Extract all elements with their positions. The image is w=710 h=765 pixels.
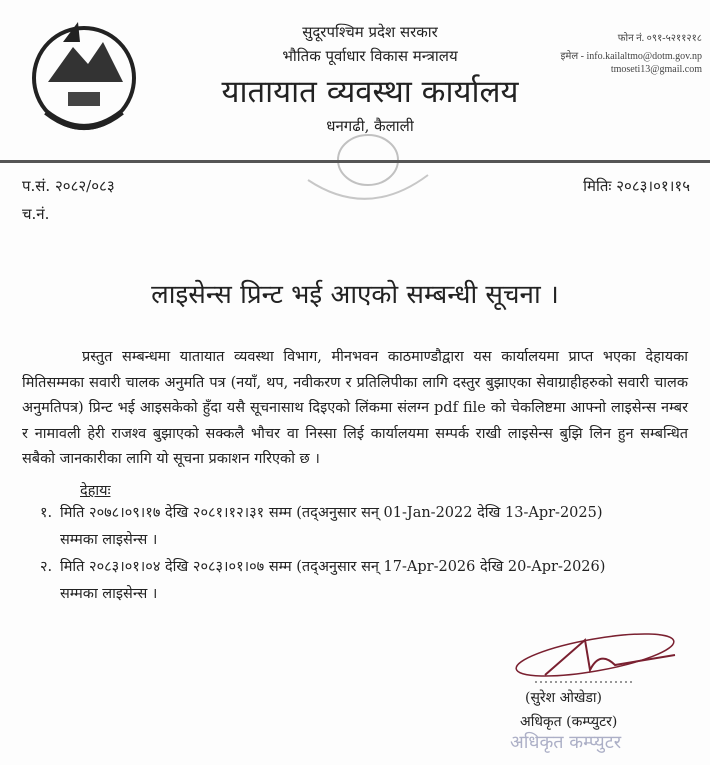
government-name: सुदूरपश्चिम प्रदेश सरकार [302,23,438,41]
signatory-name: (सुरेश ओखेडा) [525,690,602,706]
item-text: मिति २०८३।०१।०४ देखि २०८३।०१।०७ सम्म (तद्अनुसार सन् 17-Apr-2026 देखि 20-Apr-2026) [60,559,606,575]
list-heading: देहायः [80,483,111,499]
nepal-emblem-icon [28,12,140,152]
office-location: धनगढी, कैलाली [326,117,414,135]
item-continuation: सम्मका लाइसेन्स । [60,586,158,602]
item-number: १. [40,505,53,521]
ministry-name: भौतिक पूर्वाधार विकास मन्त्रालय [282,47,458,65]
item-continuation: सम्मका लाइसेन्स । [60,532,158,548]
phone-number: फोन नं. ०९१-५२११२१८ [617,33,702,44]
signature-icon [505,630,685,690]
email-row [560,48,702,62]
notice-body: प्रस्तुत सम्बन्धमा यातायात व्यवस्था विभाग, मीनभवन काठमाण्डौद्वारा यस कार्यालयमा प्राप्त भएका देहायका मितिसम्मका सवारी चालक अनुमति पत्र (नयाँ, थप, नवीकरण र प्रतिलिपीका लागि दस्तुर बुझाएका सेवाग्राहीहरुको सवारी चालक अनुमतिपत्र) प्रिन्ट भई आइसकेको हुँदा यसै सूचनासाथ दिइएको लिंकमा संलग्न pdf file को चेकलिष्टमा आफ्नो लाइसेन्स नम्बर र नामावली हेरी राजश्व बुझाएको सक्कलै भौचर वा निस्सा लिई कार्यालयमा सम्पर्क राखी लाइसेन्स बुझि लिन हुन सम्बन्धित सबैको जानकारीका लागि यो सूचना प्रकाशन गरिएको छ । [22,349,688,467]
position-stamp: अधिकृत कम्प्युटर [510,732,622,753]
signatory-position: अधिकृत (कम्प्युटर) [520,714,618,730]
email-label: इमेल - [560,51,584,62]
office-name: यातायात व्यवस्था कार्यालय [221,74,519,110]
list-item [40,554,700,608]
dispatch-number: च.नं. [22,205,50,223]
list-item [40,500,700,554]
email-1: info.kailaltmo@dotm.gov.np [586,51,702,62]
email-2: tmoseti13@gmail.com [610,64,702,75]
item-text: मिति २०७८।०९।१७ देखि २०८१।१२।३१ सम्म (तद्अनुसार सन् 01-Jan-2022 देखि 13-Apr-2025) [60,505,603,521]
item-number: २. [40,559,53,575]
reference-number: प.सं. २०८२/०८३ [22,177,115,195]
office-stamp-icon [298,120,438,220]
notice-date: मितिः २०८३।०१।१५ [583,177,690,195]
notice-title: लाइसेन्स प्रिन्ट भई आएको सम्बन्धी सूचना । [151,280,559,310]
